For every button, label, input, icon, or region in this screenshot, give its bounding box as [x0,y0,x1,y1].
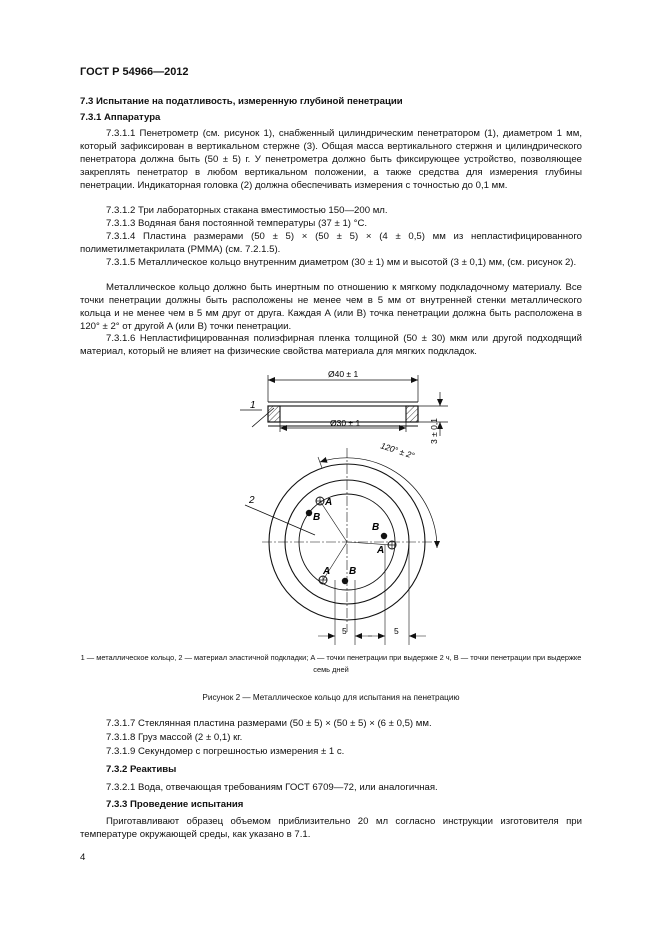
figure-caption: Рисунок 2 — Металлическое кольцо для испытания на пенетрацию [202,693,460,702]
label-point-b-3: B [349,566,357,577]
label-point-b-1: B [313,512,321,523]
paragraph-7-3-2-1: 7.3.2.1 Вода, отвечающая требованиям ГОСТ 6709—72, или аналогичная. [106,782,438,793]
section-heading-7-3: 7.3 Испытание на податливость, измеренную глубиной пенетрации [80,96,403,107]
penetration-point-b-2 [381,533,387,539]
paragraph-7-3-1-2: 7.3.1.2 Три лабораторных стакана вместимостью 150—200 мл. [106,205,388,216]
paragraph-ring-requirements: Металлическое кольцо должно быть инертным по отношению к мягкому подкладочному материалу. Все точки пенетрации должны быть расположены не менее чем в 5 мм от внутренней стенки металлического кольца и не менее чем в 5 мм друг от друга. Каждая A (или B) точка пенетрации должна быть расположена в 120° ± 2° от другой A (или B) точки пенетрации. [80,282,582,332]
dim-spacing-right: 5 [394,626,399,636]
label-point-a-1: A [325,497,333,508]
callout-2: 2 [249,495,255,506]
paragraph-7-3-1-5: 7.3.1.5 Металлическое кольцо внутренним диаметром (30 ± 1) мм и высотой (3 ± 0,1) мм, (см. рисунок 2). [106,257,577,268]
penetration-point-a-3 [319,576,327,584]
paragraph-7-3-1-8: 7.3.1.8 Груз массой (2 ± 0,1) кг. [106,732,243,743]
paragraph-7-3-1-9: 7.3.1.9 Секундомер с погрешностью измерения ± 1 с. [106,746,345,757]
paragraph-7-3-1-1: 7.3.1.1 Пенетрометр (см. рисунок 1), снабженный цилиндрическим пенетратором (1), диаметром 1 мм, который зафиксирован в вертикальном стержне (3). Общая масса вертикального стержня и цилиндрического пенетратора должна быть (50 ± 5) г. У пенетрометра должно быть фиксирующее устройство, позволяющее закреплять пенетратор в любом вертикальном положении, а также средства для измерения глубины пенетрации. Индикаторная головка (2) должна обеспечивать измерения с точностью до 0,1 мм. [80,128,582,191]
dim-spacing-left: 5 [342,626,347,636]
subsection-heading-apparatus: 7.3.1 Аппаратура [80,112,161,123]
callout-1: 1 [250,400,256,411]
dim-inner-diameter: Ø30 ± 1 [330,418,361,428]
dim-outer-diameter: Ø40 ± 1 [328,369,359,379]
figure-legend: 1 — металлическое кольцо, 2 — материал эластичной подкладки; A — точки пенетрации при выдержке 2 ч, B — точки пенетрации при выдержке семь дней [80,653,582,674]
penetration-point-a-1 [316,497,324,505]
paragraph-7-3-1-6: 7.3.1.6 Непластифицированная полиэфирная пленка толщиной (50 ± 30) мкм или другой подходящий материал, который не влияет на физические свойства материала для мягких подкладок. [80,333,582,357]
paragraph-7-3-1-4: 7.3.1.4 Пластина размерами (50 ± 5) × (50 ± 5) × (4 ± 0,5) мм из непластифицированного полиметилметакрилата (PMMA) (см. 7.2.1.5). [80,231,582,255]
document-code: ГОСТ Р 54966—2012 [80,66,189,78]
subsection-heading-procedure: 7.3.3 Проведение испытания [106,799,244,810]
label-point-a-3: A [323,566,331,577]
paragraph-7-3-1-7: 7.3.1.7 Стеклянная пластина размерами (50 ± 5) × (50 ± 5) × (6 ± 0,5) мм. [106,718,432,729]
penetration-point-b-1 [306,510,312,516]
label-point-a-2: A [377,545,385,556]
ring-plan-view [245,448,437,645]
penetration-point-a-2 [388,541,396,549]
penetration-point-b-3 [342,578,348,584]
paragraph-procedure: Приготавливают образец объемом приблизительно 20 мл согласно инструкции изготовителя при температуре окружающей среды, как указано в 7.1. [80,816,582,840]
label-point-b-2: B [372,522,380,533]
paragraph-7-3-1-3: 7.3.1.3 Водяная баня постоянной температуры (37 ± 1) °C. [106,218,368,229]
page-number: 4 [80,852,86,863]
dim-angle: 120° ± 2° [379,440,416,461]
dim-height: 3 ± 0,1 [429,418,439,444]
subsection-heading-reagents: 7.3.2 Реактивы [106,764,177,775]
